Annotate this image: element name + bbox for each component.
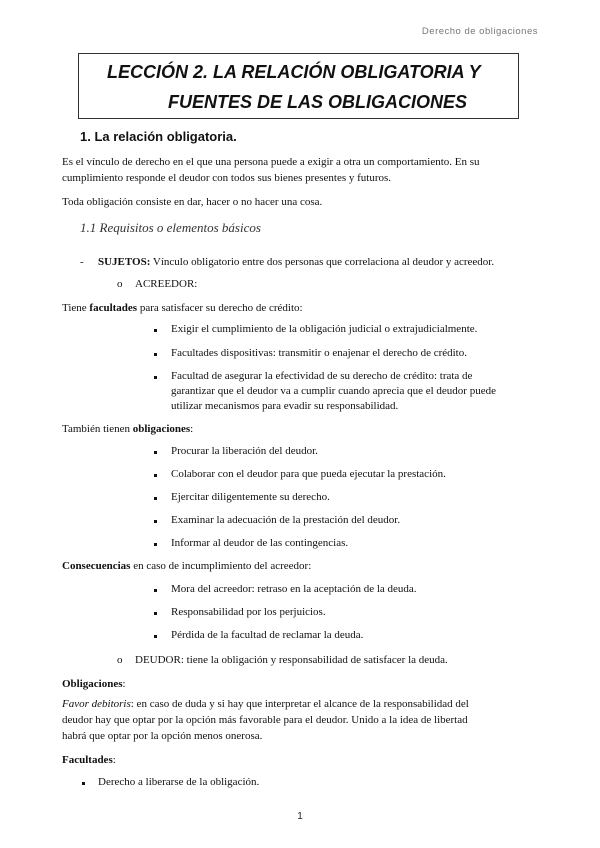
intro-pre: Tiene: [62, 302, 90, 314]
bullet-square-icon: [154, 497, 157, 500]
bullet-square-icon: [154, 543, 157, 546]
intro-bold: facultades: [89, 302, 138, 314]
paragraph-line: cumplimiento responde el deudor con todos sus bienes presentes y futuros.: [62, 172, 392, 184]
list-item: Facultades dispositivas: transmitir o enajenar el derecho de crédito.: [171, 347, 467, 359]
section-heading: 1. La relación obligatoria.: [80, 129, 237, 144]
bullet-square-icon: [154, 520, 157, 523]
dash-marker: -: [80, 256, 84, 268]
facultades-heading: [62, 753, 116, 768]
heading-bold: Obligaciones: [62, 678, 123, 690]
intro-post: para satisfacer su derecho de crédito:: [137, 302, 303, 314]
list-item: Pérdida de la facultad de reclamar la deuda.: [171, 629, 364, 641]
intro-pre: También tienen: [62, 423, 133, 435]
bullet-square-icon: [82, 782, 85, 785]
heading-post: :: [112, 754, 116, 766]
list-item: Informar al deudor de las contingencias.: [171, 537, 349, 549]
list-item-line: Facultad de asegurar la efectividad de su derecho de crédito: trata de: [171, 370, 473, 382]
heading-bold: Facultades: [62, 754, 113, 766]
bullet-square-icon: [154, 474, 157, 477]
title-line-1: LECCIÓN 2. LA RELACIÓN OBLIGATORIA Y: [107, 62, 481, 82]
obligaciones-heading: [62, 677, 126, 692]
list-item: Procurar la liberación del deudor.: [171, 445, 318, 457]
list-item: Ejercitar diligentemente su derecho.: [171, 491, 330, 503]
page-number: 1: [297, 811, 303, 822]
intro-post: :: [190, 423, 194, 435]
intro-post: en caso de incumplimiento del acreedor:: [130, 560, 312, 572]
obligaciones-intro: [62, 422, 193, 437]
bullet-square-icon: [154, 451, 157, 454]
heading-post: :: [122, 678, 126, 690]
sujetos-label: SUJETOS:: [98, 256, 151, 268]
sujetos-line: [98, 255, 494, 270]
list-item-line: garantizar que el deudor va a cumplir cuando aprecia que el deudor puede: [171, 385, 496, 397]
intro-bold: obligaciones: [132, 423, 191, 435]
deudor-line: DEUDOR: tiene la obligación y responsabilidad de satisfacer la deuda.: [135, 654, 448, 666]
favor-line-3: habrá que optar por la opción menos onerosa.: [62, 730, 263, 742]
title-line-2: FUENTES DE LAS OBLIGACIONES: [168, 92, 468, 112]
list-item-line: utilizar mecanismos para evadir su responsabilidad.: [171, 400, 399, 412]
list-item: Exigir el cumplimiento de la obligación judicial o extrajudicialmente.: [171, 323, 478, 335]
o-marker: o: [117, 278, 123, 290]
bullet-square-icon: [154, 376, 157, 379]
bullet-square-icon: [154, 353, 157, 356]
paragraph-line: Es el vínculo de derecho en el que una persona puede a exigir a otra un comportamiento. En su: [62, 156, 480, 168]
intro-bold: Consecuencias: [62, 560, 131, 572]
running-header: Derecho de obligaciones: [421, 26, 538, 37]
bullet-square-icon: [154, 329, 157, 332]
list-item: Examinar la adecuación de la prestación del deudor.: [171, 514, 401, 526]
facultades-intro: [62, 301, 303, 316]
list-item: Responsabilidad por los perjuicios.: [171, 606, 326, 618]
favor-line-1: [62, 697, 469, 712]
list-item: Colaborar con el deudor para que pueda ejecutar la prestación.: [171, 468, 446, 480]
paragraph: Toda obligación consiste en dar, hacer o no hacer una cosa.: [62, 196, 323, 208]
sujetos-text: Vínculo obligatorio entre dos personas que correlaciona al deudor y acreedor.: [150, 256, 495, 268]
favor-italic: Favor debitoris: [62, 698, 131, 710]
bullet-square-icon: [154, 612, 157, 615]
subsection-heading: 1.1 Requisitos o elementos básicos: [80, 220, 261, 235]
acreedor-label: ACREEDOR:: [135, 278, 198, 290]
bullet-square-icon: [154, 635, 157, 638]
list-item: Derecho a liberarse de la obligación.: [98, 776, 260, 788]
consecuencias-intro: [62, 559, 311, 574]
title-box: [78, 53, 519, 119]
bullet-square-icon: [154, 589, 157, 592]
favor-text: : en caso de duda y si hay que interpretar el alcance de la responsabilidad del: [130, 698, 469, 710]
list-item: Mora del acreedor: retraso en la aceptación de la deuda.: [171, 583, 417, 595]
o-marker: o: [117, 654, 123, 666]
favor-line-2: deudor hay que optar por la opción más favorable para el deudor. Unido a la idea de libertad: [62, 714, 468, 726]
